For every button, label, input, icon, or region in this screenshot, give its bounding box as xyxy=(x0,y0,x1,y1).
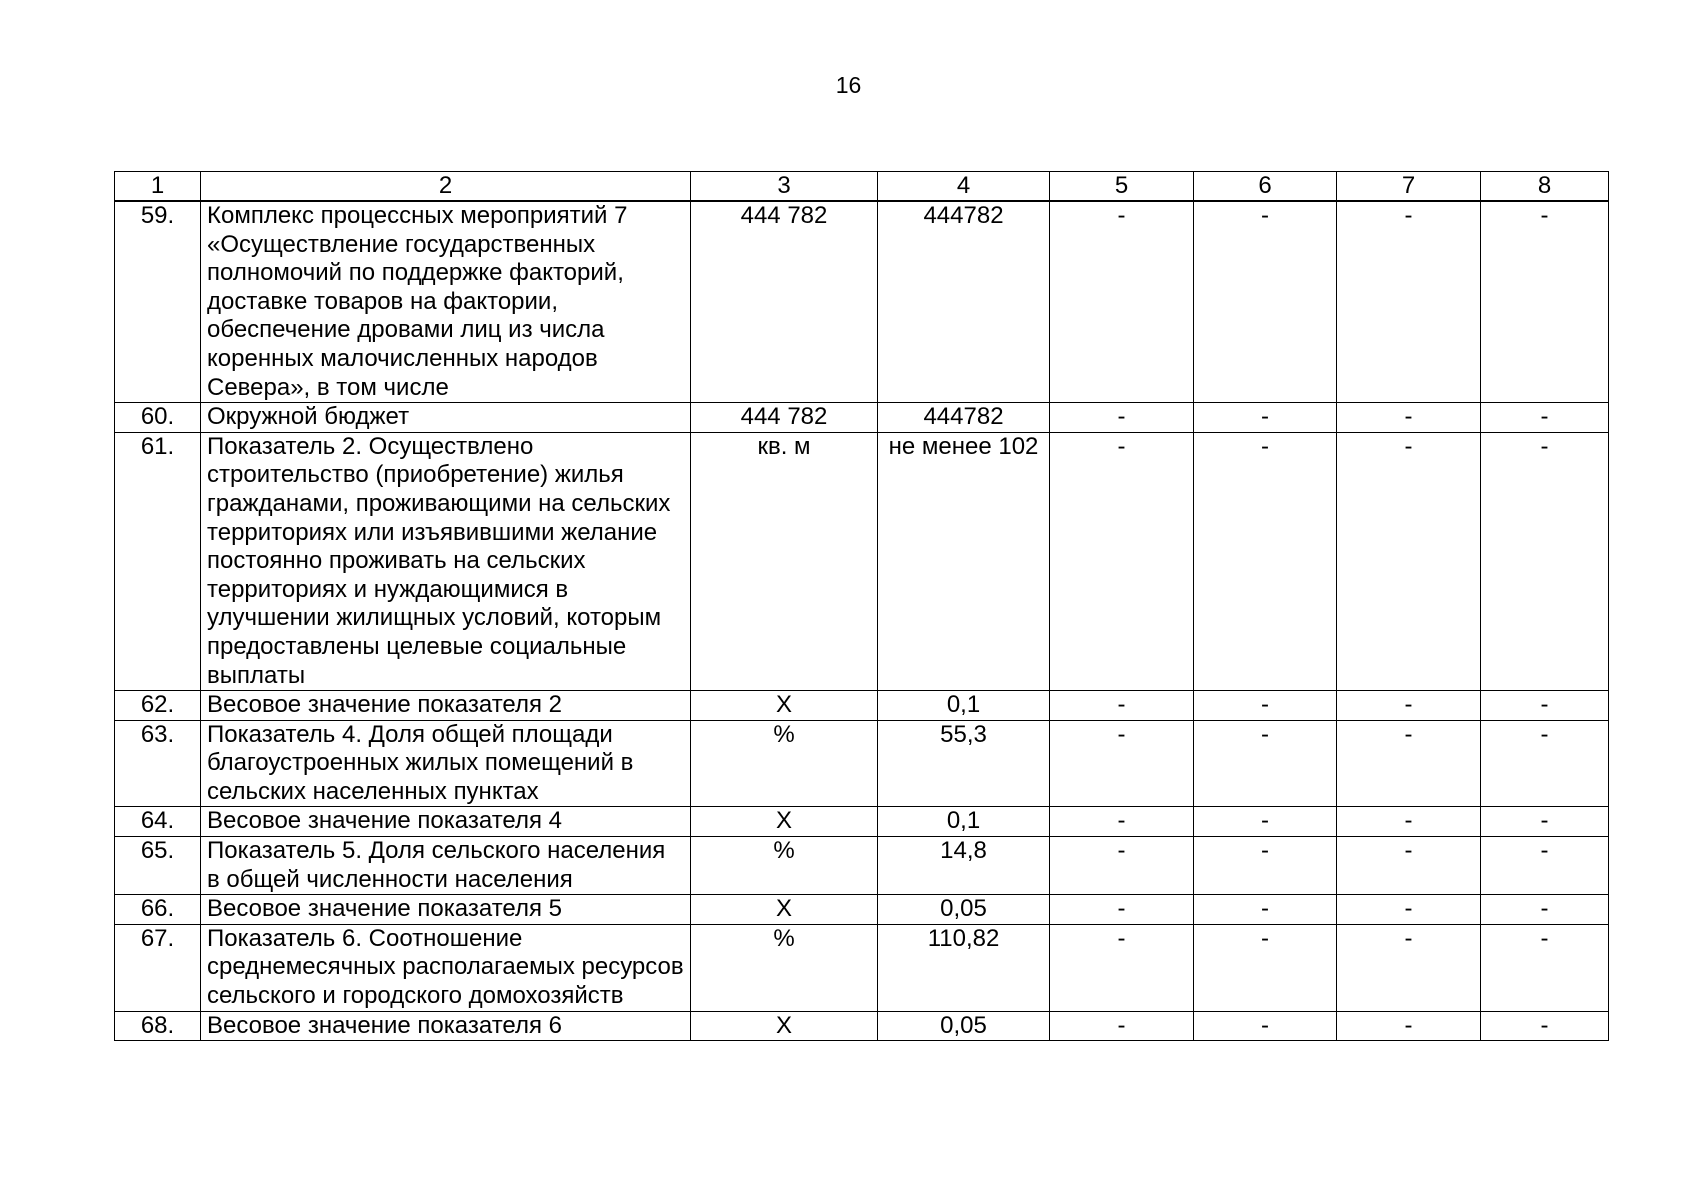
row-name: Весовое значение показателя 6 xyxy=(201,1011,691,1041)
column-header: 8 xyxy=(1481,172,1609,202)
row-unit: % xyxy=(691,720,878,807)
table-row xyxy=(115,895,1609,925)
row-value: 444782 xyxy=(878,201,1050,403)
row-name: Весовое значение показателя 2 xyxy=(201,691,691,721)
row-value: 0,05 xyxy=(878,895,1050,925)
row-col7: - xyxy=(1337,720,1481,807)
row-number: 66. xyxy=(115,895,201,925)
column-header: 2 xyxy=(201,172,691,202)
row-col7: - xyxy=(1337,807,1481,837)
row-value: 444782 xyxy=(878,403,1050,433)
row-col8: - xyxy=(1481,895,1609,925)
table-row xyxy=(115,403,1609,433)
table-row xyxy=(115,720,1609,807)
row-col5: - xyxy=(1050,924,1194,1011)
row-unit: Х xyxy=(691,691,878,721)
row-col8: - xyxy=(1481,201,1609,403)
row-name: Весовое значение показателя 4 xyxy=(201,807,691,837)
row-name: Показатель 2. Осуществлено строительство (приобретение) жилья гражданами, проживающими на сельских территориях или изъявившими желание постоянно проживать на сельских территориях и нуждающимися в улучшении жилищных условий, которым предоставлены целевые социальные выплаты xyxy=(201,432,691,690)
column-header: 4 xyxy=(878,172,1050,202)
row-col8: - xyxy=(1481,720,1609,807)
row-col5: - xyxy=(1050,403,1194,433)
row-col8: - xyxy=(1481,432,1609,690)
row-col6: - xyxy=(1194,924,1337,1011)
row-unit: Х xyxy=(691,895,878,925)
row-unit: 444 782 xyxy=(691,403,878,433)
row-unit: 444 782 xyxy=(691,201,878,403)
column-header: 3 xyxy=(691,172,878,202)
row-col6: - xyxy=(1194,691,1337,721)
row-col7: - xyxy=(1337,837,1481,895)
row-number: 60. xyxy=(115,403,201,433)
row-col5: - xyxy=(1050,720,1194,807)
row-col6: - xyxy=(1194,201,1337,403)
row-unit: Х xyxy=(691,807,878,837)
row-name: Показатель 4. Доля общей площади благоустроенных жилых помещений в сельских населенных пунктах xyxy=(201,720,691,807)
row-col6: - xyxy=(1194,895,1337,925)
row-col7: - xyxy=(1337,432,1481,690)
row-col6: - xyxy=(1194,403,1337,433)
row-value: 55,3 xyxy=(878,720,1050,807)
row-number: 61. xyxy=(115,432,201,690)
row-col6: - xyxy=(1194,1011,1337,1041)
row-value: 110,82 xyxy=(878,924,1050,1011)
column-header: 5 xyxy=(1050,172,1194,202)
row-name: Показатель 5. Доля сельского населения в общей численности населения xyxy=(201,837,691,895)
row-name: Показатель 6. Соотношение среднемесячных располагаемых ресурсов сельского и городского домохозяйств xyxy=(201,924,691,1011)
row-col7: - xyxy=(1337,924,1481,1011)
column-header: 1 xyxy=(115,172,201,202)
row-col7: - xyxy=(1337,1011,1481,1041)
row-col5: - xyxy=(1050,807,1194,837)
row-name: Весовое значение показателя 5 xyxy=(201,895,691,925)
row-col5: - xyxy=(1050,1011,1194,1041)
table-row xyxy=(115,924,1609,1011)
row-col7: - xyxy=(1337,691,1481,721)
table-row xyxy=(115,1011,1609,1041)
row-col8: - xyxy=(1481,1011,1609,1041)
row-col8: - xyxy=(1481,691,1609,721)
row-col7: - xyxy=(1337,895,1481,925)
row-number: 64. xyxy=(115,807,201,837)
table-header-row xyxy=(115,172,1609,202)
page-number: 16 xyxy=(835,72,862,98)
row-number: 65. xyxy=(115,837,201,895)
column-header: 7 xyxy=(1337,172,1481,202)
row-col5: - xyxy=(1050,201,1194,403)
row-col5: - xyxy=(1050,837,1194,895)
row-value: 0,1 xyxy=(878,691,1050,721)
table-row xyxy=(115,201,1609,403)
row-value: 0,1 xyxy=(878,807,1050,837)
indicators-table xyxy=(114,171,1609,1041)
row-col5: - xyxy=(1050,895,1194,925)
row-col8: - xyxy=(1481,403,1609,433)
row-col8: - xyxy=(1481,807,1609,837)
row-number: 68. xyxy=(115,1011,201,1041)
row-number: 63. xyxy=(115,720,201,807)
row-value: 14,8 xyxy=(878,837,1050,895)
row-col7: - xyxy=(1337,201,1481,403)
row-unit: % xyxy=(691,924,878,1011)
row-number: 62. xyxy=(115,691,201,721)
row-col6: - xyxy=(1194,837,1337,895)
row-col6: - xyxy=(1194,720,1337,807)
table-row xyxy=(115,691,1609,721)
table-row xyxy=(115,807,1609,837)
row-col7: - xyxy=(1337,403,1481,433)
row-name: Комплекс процессных мероприятий 7 «Осуществление государственных полномочий по поддержке факторий, доставке товаров на фактории, обеспечение дровами лиц из числа коренных малочисленных народов Севера», в том числе xyxy=(201,201,691,403)
row-unit: кв. м xyxy=(691,432,878,690)
row-unit: % xyxy=(691,837,878,895)
row-value: 0,05 xyxy=(878,1011,1050,1041)
column-header: 6 xyxy=(1194,172,1337,202)
row-col5: - xyxy=(1050,432,1194,690)
table-row xyxy=(115,837,1609,895)
row-col5: - xyxy=(1050,691,1194,721)
row-col8: - xyxy=(1481,837,1609,895)
row-col6: - xyxy=(1194,432,1337,690)
row-name: Окружной бюджет xyxy=(201,403,691,433)
row-col6: - xyxy=(1194,807,1337,837)
row-number: 67. xyxy=(115,924,201,1011)
row-col8: - xyxy=(1481,924,1609,1011)
row-number: 59. xyxy=(115,201,201,403)
row-unit: Х xyxy=(691,1011,878,1041)
row-value: не менее 102 xyxy=(878,432,1050,690)
table-row xyxy=(115,432,1609,690)
